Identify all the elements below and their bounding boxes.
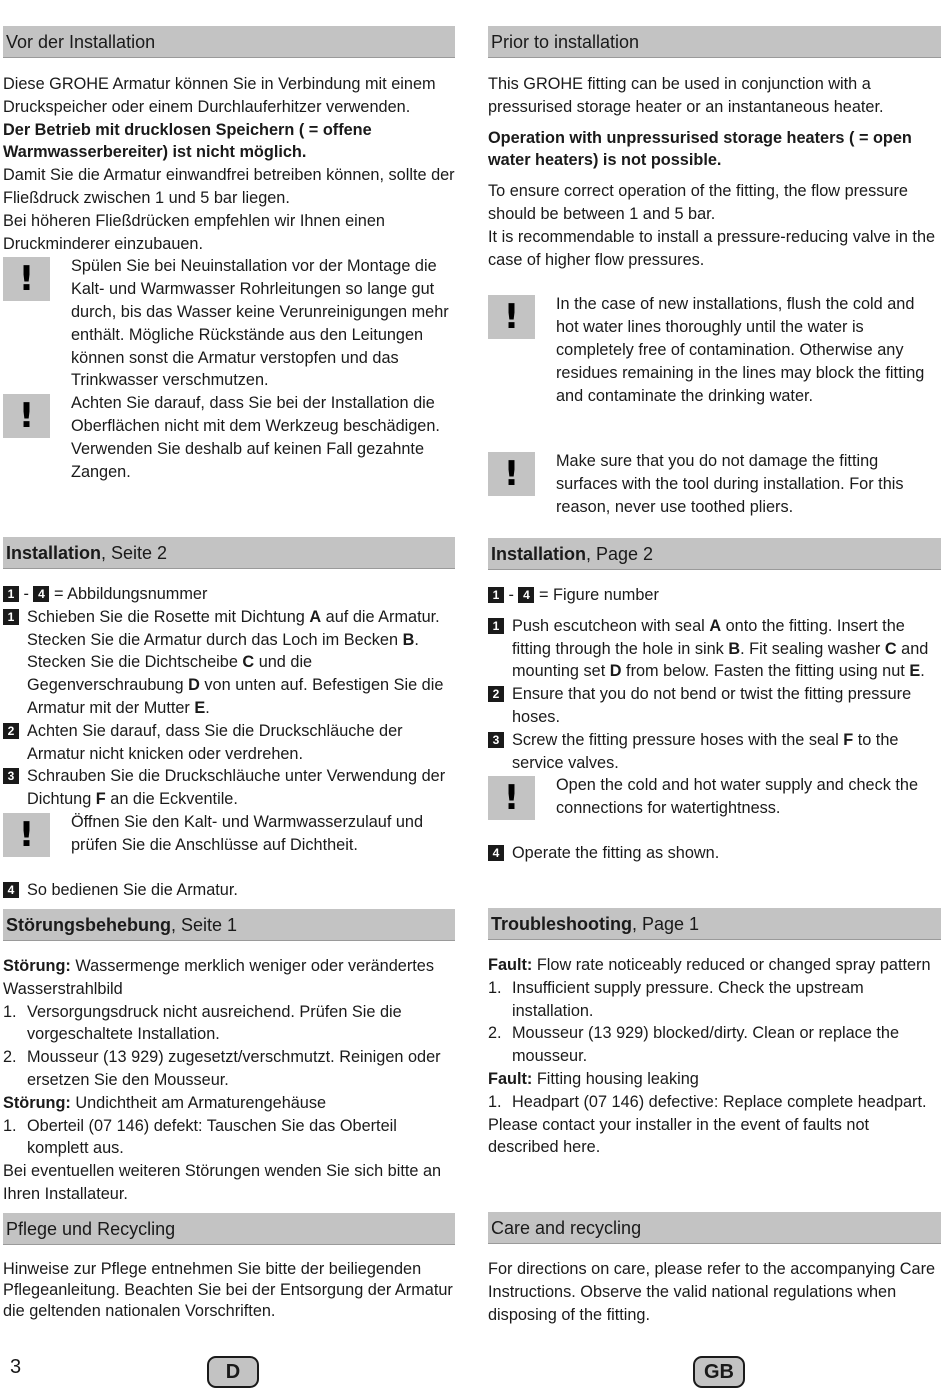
warning-icon: ! bbox=[488, 295, 535, 339]
step-number: 3 bbox=[3, 768, 19, 784]
step-3: 3 Screw the fitting pressure hoses with the seal F to the service valves. bbox=[488, 729, 941, 775]
figure-legend: 1 - 4 = Figure number bbox=[488, 584, 941, 607]
page-number: 3 bbox=[10, 1356, 22, 1378]
paragraph: For directions on care, please refer to the accompanying Care Instructions. Observe the valid national regulations when disposing of the fitting. bbox=[488, 1260, 936, 1324]
fault-line: Fault: Fitting housing leaking bbox=[488, 1069, 699, 1088]
warning-icon: ! bbox=[3, 257, 50, 301]
warning-icon: ! bbox=[3, 394, 50, 438]
list-item: 1. Headpart (07 146) defective: Replace complete headpart. bbox=[488, 1092, 927, 1111]
warning-block bbox=[488, 450, 941, 518]
paragraph: To ensure correct operation of the fitting, the flow pressure should be between 1 and 5 bar. bbox=[488, 182, 908, 223]
section-header: Vor der Installation bbox=[3, 26, 455, 58]
section-care-en bbox=[488, 1212, 941, 1326]
warning-block bbox=[488, 293, 941, 407]
list-item: 2. Mousseur (13 929) blocked/dirty. Clean or replace the mousseur. bbox=[488, 1024, 900, 1066]
section-header: Troubleshooting, Page 1 bbox=[488, 908, 941, 940]
fault-line: Störung: Undichtheit am Armaturengehäuse bbox=[3, 1093, 327, 1112]
figure-legend: 1 - 4 = Abbildungsnummer bbox=[3, 583, 455, 606]
section-header: Prior to installation bbox=[488, 26, 941, 58]
paragraph: Damit Sie die Armatur einwandfrei betreiben können, sollte der Fließdruck zwischen 1 und 5 bar liegen. bbox=[3, 166, 455, 207]
paragraph: It is recommendable to install a pressure-reducing valve in the case of higher flow pressures. bbox=[488, 227, 936, 269]
section-header: Installation, Seite 2 bbox=[3, 537, 455, 569]
step-1: 1 Schieben Sie die Rosette mit Dichtung A auf die Armatur. Stecken Sie die Armatur durch das Loch im Becken B. Stecken Sie die Dichtscheibe C und die Gegenverschraubung D von unten auf. Befestigen Sie die Armatur mit der Mutter E. bbox=[3, 606, 455, 720]
paragraph: Hinweise zur Pflege entnehmen Sie bitte der beiliegenden Pflegeanleitung. Beachten Sie bei der Entsorgung der Armatur die geltenden nationalen Vorschriften. bbox=[3, 1260, 453, 1320]
fault-line: Fault: Flow rate noticeably reduced or changed spray pattern bbox=[488, 956, 931, 974]
warning-icon: ! bbox=[488, 452, 535, 496]
warning-block bbox=[3, 255, 455, 392]
step-number: 4 bbox=[488, 845, 504, 861]
warning-block bbox=[3, 392, 455, 483]
step-2: 2 Achten Sie darauf, dass Sie die Druckschläuche der Armatur nicht knicken oder verdrehen. bbox=[3, 720, 455, 766]
warning-block bbox=[3, 811, 455, 857]
paragraph: Diese GROHE Armatur können Sie in Verbindung mit einem Druckspeicher oder einem Durchlauferhitzer verwenden. bbox=[3, 75, 436, 116]
paragraph-bold: Der Betrieb mit drucklosen Speichern ( = offene Warmwasserbereiter) ist nicht möglich. bbox=[3, 120, 372, 162]
fault-line: Störung: Wassermenge merklich weniger oder verändertes Wasserstrahlbild bbox=[3, 957, 434, 998]
step-1: 1 Push escutcheon with seal A onto the fitting. Insert the fitting through the hole in sink B. Fit sealing washer C and mounting set D from below. Fasten the fitting using nut E. bbox=[488, 615, 941, 683]
warning-text: Spülen Sie bei Neuinstallation vor der Montage die Kalt- und Warmwasser Rohrleitungen so lange gut durch, bis das Wasser keine Verunreinigungen mehr enthält. Mögliche Rückstände aus den Leitungen können sonst die Armatur verstopfen und das Trinkwasser verschmutzen. bbox=[71, 257, 449, 390]
section-header: Care and recycling bbox=[488, 1212, 941, 1244]
list-item: 2. Mousseur (13 929) zugesetzt/verschmutzt. Reinigen oder ersetzen Sie den Mousseur. bbox=[3, 1048, 441, 1089]
list-item: 1. Versorgungsdruck nicht ausreichend. Prüfen Sie die vorgeschaltete Installation. bbox=[3, 1002, 402, 1044]
warning-text: Öffnen Sie den Kalt- und Warmwasserzulauf und prüfen Sie die Anschlüsse auf Dichtheit. bbox=[71, 812, 424, 854]
section-troubleshooting-de bbox=[3, 909, 455, 1206]
step-number: 2 bbox=[3, 723, 19, 739]
section-installation-de bbox=[3, 537, 455, 901]
step-2: 2 Ensure that you do not bend or twist the fitting pressure hoses. bbox=[488, 683, 941, 729]
list-item: 1. Insufficient supply pressure. Check the upstream installation. bbox=[488, 978, 864, 1020]
step-4: 4 Operate the fitting as shown. bbox=[488, 842, 941, 865]
step-4: 4 So bedienen Sie die Armatur. bbox=[3, 879, 455, 902]
step-number: 4 bbox=[3, 882, 19, 898]
section-header: Installation, Page 2 bbox=[488, 538, 941, 570]
warning-block bbox=[488, 774, 941, 820]
section-installation-en bbox=[488, 538, 941, 865]
warning-text: Achten Sie darauf, dass Sie bei der Installation die Oberflächen nicht mit dem Werkzeug beschädigen. Verwenden Sie deshalb auf keinen Fall gezahnte Zangen. bbox=[71, 394, 440, 481]
paragraph: Bei höheren Fließdrücken empfehlen wir Ihnen einen Druckminderer einzubauen. bbox=[3, 211, 385, 253]
language-badge-de: D bbox=[207, 1356, 259, 1388]
language-badge-gb: GB bbox=[693, 1356, 745, 1388]
step-number: 3 bbox=[488, 732, 504, 748]
paragraph: Bei eventuellen weiteren Störungen wenden Sie sich bitte an Ihren Installateur. bbox=[3, 1162, 442, 1203]
step-3: 3 Schrauben Sie die Druckschläuche unter Verwendung der Dichtung F an die Eckventile. bbox=[3, 765, 455, 811]
paragraph-bold: Operation with unpressurised storage heaters ( = open water heaters) is not possible. bbox=[488, 128, 912, 170]
section-prior-installation-en bbox=[488, 26, 941, 519]
step-number: 1 bbox=[3, 609, 19, 625]
paragraph: This GROHE fitting can be used in conjunction with a pressurised storage heater or an instantaneous heater. bbox=[488, 75, 884, 116]
warning-text: In the case of new installations, flush the cold and hot water lines thoroughly until the water is completely free of contamination. Otherwise any residues remaining in the lines may block the fitting and contaminate the drinking water. bbox=[556, 295, 925, 405]
section-troubleshooting-en bbox=[488, 908, 941, 1159]
warning-icon: ! bbox=[488, 776, 535, 820]
step-number: 1 bbox=[488, 618, 504, 634]
paragraph: Please contact your installer in the event of faults not described here. bbox=[488, 1115, 870, 1157]
warning-icon: ! bbox=[3, 813, 50, 857]
list-item: 1. Oberteil (07 146) defekt: Tauschen Sie das Oberteil komplett aus. bbox=[3, 1116, 397, 1158]
step-number: 2 bbox=[488, 686, 504, 702]
section-care-de bbox=[3, 1213, 455, 1321]
section-header: Pflege und Recycling bbox=[3, 1213, 455, 1245]
warning-text: Open the cold and hot water supply and check the connections for watertightness. bbox=[556, 776, 919, 818]
section-prior-installation-de bbox=[3, 26, 455, 483]
section-header: Störungsbehebung, Seite 1 bbox=[3, 909, 455, 941]
warning-text: Make sure that you do not damage the fitting surfaces with the tool during installation. For this reason, never use toothed pliers. bbox=[556, 452, 904, 516]
